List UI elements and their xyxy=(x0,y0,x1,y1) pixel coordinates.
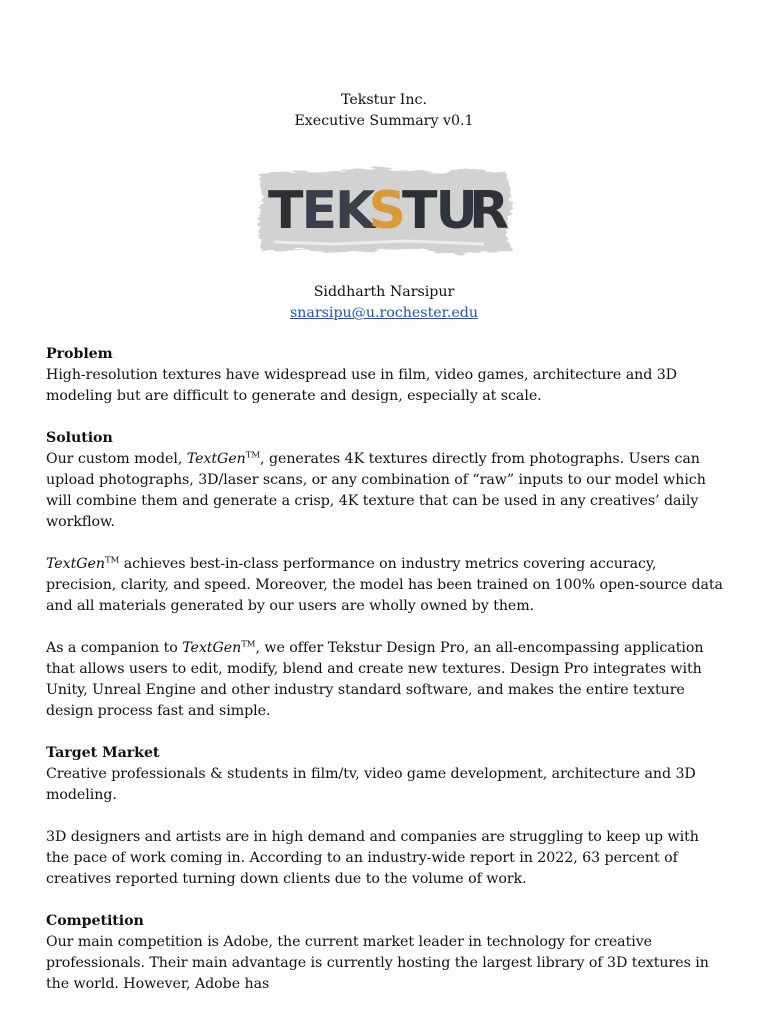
logo-letter: K xyxy=(335,181,376,241)
logo-letter: T xyxy=(402,181,438,241)
company-name: Tekstur Inc. xyxy=(341,92,427,108)
author-email-row xyxy=(0,303,768,324)
competition-paragraph: Our main competition is Adobe, the current market leader in technology for creative professionals. Their main advantage is currently hosting the largest library of 3D textures in the world. However, Adobe has xyxy=(46,934,709,992)
trademark-mark: TM xyxy=(104,555,120,566)
solution-paragraph-2: TextGen™ achieves best-in-class performance on industry metrics covering accuracy, precision, clarity, and speed. Moreover, the model has been trained on 100% open-source data and all materials generated by our users are wholly owned by them. xyxy=(46,555,723,614)
author-name: Siddharth Narsipur xyxy=(313,284,455,300)
trademark-mark: TM xyxy=(245,450,261,461)
logo-letter: U xyxy=(435,181,478,241)
logo-letter: R xyxy=(469,181,510,241)
author-email-link[interactable]: snarsipu@u.rochester.edu xyxy=(289,305,479,321)
solution-paragraph-1: Our custom model, TextGen™, generates 4K textures directly from photographs. Users can upload photographs, 3D/laser scans, or any combination of “raw” inputs to our model which will combine them and generate a crisp, 4K texture that can be used in any creatives’ daily workflow. xyxy=(46,450,706,530)
target-market-paragraph-2: 3D designers and artists are in high demand and companies are struggling to keep up with the pace of work coming in. According to an industry-wide report in 2022, 63 percent of creatives reported turning down clients due to the volume of work. xyxy=(46,829,699,887)
section-heading-target-market: Target Market xyxy=(46,745,160,761)
trademark-mark: TM xyxy=(241,639,256,650)
document-title: Executive Summary v0.1 xyxy=(294,113,474,129)
product-name: TextGen xyxy=(182,640,242,656)
document-body xyxy=(46,344,726,995)
solution-paragraph-3: As a companion to TextGen™, we offer Tekstur Design Pro, an all-encompassing application that allows users to edit, modify, blend and create new textures. Design Pro integrates with Unity, Unreal Engine and other industry standard software, and makes the entire texture design process fast and simple. xyxy=(46,639,704,719)
section-heading-problem: Problem xyxy=(46,346,113,362)
logo-letter: T xyxy=(268,181,304,241)
section-heading-competition: Competition xyxy=(46,913,144,929)
product-name: TextGen xyxy=(46,556,105,572)
tekstur-logo xyxy=(254,164,514,256)
logo-letter: S xyxy=(368,181,406,241)
problem-paragraph: High-resolution textures have widespread use in film, video games, architecture and 3D modeling but are difficult to generate and design, especially at scale. xyxy=(46,367,678,404)
logo-letter: E xyxy=(301,181,338,241)
section-heading-solution: Solution xyxy=(46,430,113,446)
logo-letters xyxy=(268,181,509,241)
logo-graphic xyxy=(254,164,514,256)
product-name: TextGen xyxy=(186,451,246,467)
target-market-paragraph-1: Creative professionals & students in film/tv, video game development, architecture and 3D modeling. xyxy=(46,766,696,803)
